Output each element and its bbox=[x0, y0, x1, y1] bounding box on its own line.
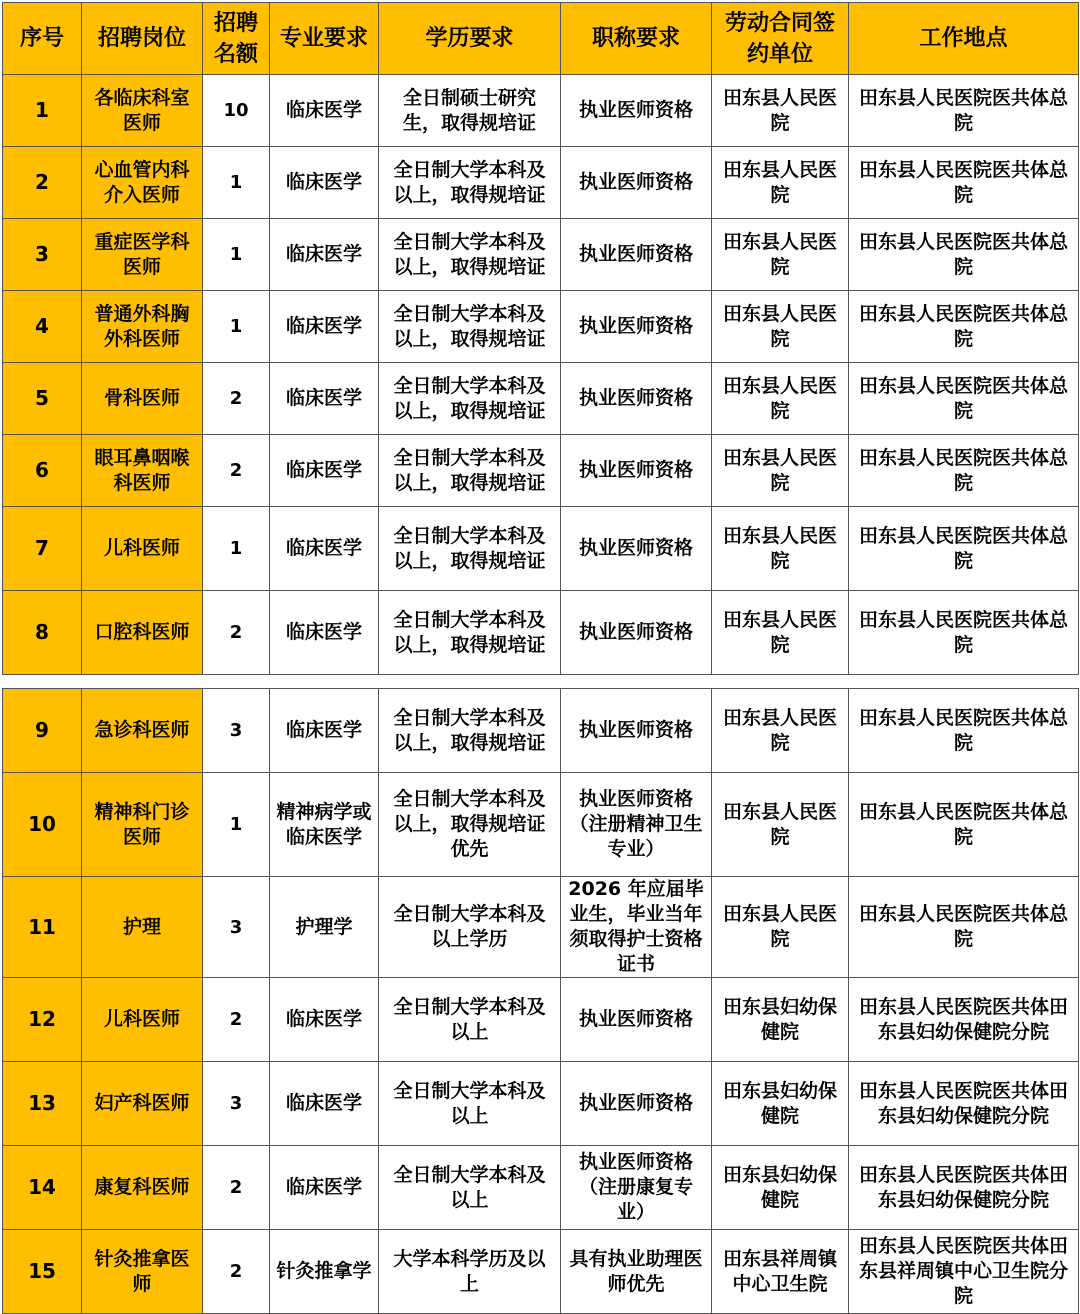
work-place: 田东县人民医院医共体总院 bbox=[849, 689, 1079, 773]
post-name: 普通外科胸外科医师 bbox=[82, 291, 203, 363]
title-requirement: 执业医师资格 bbox=[561, 363, 712, 435]
header-row bbox=[3, 3, 1079, 75]
header-title: 职称要求 bbox=[561, 3, 712, 75]
contract-unit: 田东县人民医院 bbox=[712, 363, 849, 435]
post-count: 1 bbox=[203, 773, 270, 877]
contract-unit: 田东县人民医院 bbox=[712, 877, 849, 978]
recruitment-table-part1 bbox=[2, 2, 1079, 675]
table-row bbox=[3, 1146, 1079, 1230]
work-place: 田东县人民医院医共体总院 bbox=[849, 591, 1079, 675]
post-name: 针灸推拿医师 bbox=[82, 1230, 203, 1314]
title-requirement: 执业医师资格 bbox=[561, 75, 712, 147]
education-requirement: 全日制大学本科及以上，取得规培证 bbox=[379, 507, 561, 591]
post-count: 2 bbox=[203, 1230, 270, 1314]
post-count: 10 bbox=[203, 75, 270, 147]
table-row bbox=[3, 978, 1079, 1062]
post-name: 重症医学科医师 bbox=[82, 219, 203, 291]
education-requirement: 大学本科学历及以上 bbox=[379, 1230, 561, 1314]
page-break-gap bbox=[0, 676, 1080, 688]
major-requirement: 临床医学 bbox=[270, 1062, 379, 1146]
post-count: 3 bbox=[203, 1062, 270, 1146]
work-place: 田东县人民医院医共体田东县妇幼保健院分院 bbox=[849, 1062, 1079, 1146]
post-count: 2 bbox=[203, 435, 270, 507]
work-place: 田东县人民医院医共体田东县妇幼保健院分院 bbox=[849, 1146, 1079, 1230]
work-place: 田东县人民医院医共体总院 bbox=[849, 507, 1079, 591]
post-count: 2 bbox=[203, 591, 270, 675]
table-row bbox=[3, 689, 1079, 773]
education-requirement: 全日制大学本科及以上，取得规培证 bbox=[379, 291, 561, 363]
education-requirement: 全日制大学本科及以上，取得规培证 bbox=[379, 591, 561, 675]
major-requirement: 临床医学 bbox=[270, 591, 379, 675]
major-requirement: 临床医学 bbox=[270, 75, 379, 147]
post-name: 康复科医师 bbox=[82, 1146, 203, 1230]
education-requirement: 全日制大学本科及以上，取得规培证 bbox=[379, 219, 561, 291]
title-requirement: 具有执业助理医师优先 bbox=[561, 1230, 712, 1314]
row-no: 13 bbox=[3, 1062, 82, 1146]
header-place: 工作地点 bbox=[849, 3, 1079, 75]
post-count: 2 bbox=[203, 363, 270, 435]
major-requirement: 临床医学 bbox=[270, 363, 379, 435]
work-place: 田东县人民医院医共体总院 bbox=[849, 75, 1079, 147]
post-name: 急诊科医师 bbox=[82, 689, 203, 773]
contract-unit: 田东县人民医院 bbox=[712, 147, 849, 219]
contract-unit: 田东县人民医院 bbox=[712, 219, 849, 291]
contract-unit: 田东县人民医院 bbox=[712, 435, 849, 507]
contract-unit: 田东县人民医院 bbox=[712, 591, 849, 675]
work-place: 田东县人民医院医共体总院 bbox=[849, 219, 1079, 291]
work-place: 田东县人民医院医共体总院 bbox=[849, 877, 1079, 978]
header-count: 招聘名额 bbox=[203, 3, 270, 75]
title-requirement: 执业医师资格 bbox=[561, 591, 712, 675]
title-requirement: 执业医师资格 bbox=[561, 507, 712, 591]
row-no: 4 bbox=[3, 291, 82, 363]
row-no: 2 bbox=[3, 147, 82, 219]
row-no: 10 bbox=[3, 773, 82, 877]
work-place: 田东县人民医院医共体总院 bbox=[849, 363, 1079, 435]
work-place: 田东县人民医院医共体田东县祥周镇中心卫生院分院 bbox=[849, 1230, 1079, 1314]
row-no: 3 bbox=[3, 219, 82, 291]
post-count: 1 bbox=[203, 291, 270, 363]
title-requirement: 执业医师资格 bbox=[561, 978, 712, 1062]
work-place: 田东县人民医院医共体总院 bbox=[849, 773, 1079, 877]
row-no: 6 bbox=[3, 435, 82, 507]
post-name: 心血管内科介入医师 bbox=[82, 147, 203, 219]
row-no: 12 bbox=[3, 978, 82, 1062]
education-requirement: 全日制大学本科及以上，取得规培证 bbox=[379, 363, 561, 435]
post-count: 3 bbox=[203, 877, 270, 978]
contract-unit: 田东县妇幼保健院 bbox=[712, 978, 849, 1062]
row-no: 9 bbox=[3, 689, 82, 773]
post-name: 精神科门诊医师 bbox=[82, 773, 203, 877]
title-requirement: 执业医师资格 bbox=[561, 147, 712, 219]
education-requirement: 全日制大学本科及以上 bbox=[379, 978, 561, 1062]
header-no: 序号 bbox=[3, 3, 82, 75]
education-requirement: 全日制大学本科及以上 bbox=[379, 1062, 561, 1146]
major-requirement: 临床医学 bbox=[270, 435, 379, 507]
education-requirement: 全日制大学本科及以上，取得规培证优先 bbox=[379, 773, 561, 877]
row-no: 5 bbox=[3, 363, 82, 435]
education-requirement: 全日制大学本科及以上 bbox=[379, 1146, 561, 1230]
title-requirement: 执业医师资格（注册精神卫生专业） bbox=[561, 773, 712, 877]
post-name: 各临床科室医师 bbox=[82, 75, 203, 147]
title-requirement: 执业医师资格 bbox=[561, 689, 712, 773]
post-name: 妇产科医师 bbox=[82, 1062, 203, 1146]
table-row bbox=[3, 75, 1079, 147]
major-requirement: 临床医学 bbox=[270, 291, 379, 363]
post-name: 儿科医师 bbox=[82, 978, 203, 1062]
table-row bbox=[3, 773, 1079, 877]
contract-unit: 田东县人民医院 bbox=[712, 689, 849, 773]
contract-unit: 田东县妇幼保健院 bbox=[712, 1146, 849, 1230]
post-name: 骨科医师 bbox=[82, 363, 203, 435]
table-row bbox=[3, 219, 1079, 291]
header-unit: 劳动合同签约单位 bbox=[712, 3, 849, 75]
work-place: 田东县人民医院医共体总院 bbox=[849, 291, 1079, 363]
major-requirement: 临床医学 bbox=[270, 689, 379, 773]
work-place: 田东县人民医院医共体田东县妇幼保健院分院 bbox=[849, 978, 1079, 1062]
post-count: 1 bbox=[203, 147, 270, 219]
major-requirement: 临床医学 bbox=[270, 978, 379, 1062]
post-count: 2 bbox=[203, 1146, 270, 1230]
major-requirement: 临床医学 bbox=[270, 219, 379, 291]
recruitment-table-part2 bbox=[2, 688, 1079, 1314]
table-row bbox=[3, 435, 1079, 507]
title-requirement: 执业医师资格 bbox=[561, 219, 712, 291]
table-row bbox=[3, 591, 1079, 675]
contract-unit: 田东县人民医院 bbox=[712, 773, 849, 877]
table-row bbox=[3, 291, 1079, 363]
post-name: 护理 bbox=[82, 877, 203, 978]
education-requirement: 全日制大学本科及以上学历 bbox=[379, 877, 561, 978]
contract-unit: 田东县妇幼保健院 bbox=[712, 1062, 849, 1146]
header-major: 专业要求 bbox=[270, 3, 379, 75]
post-name: 口腔科医师 bbox=[82, 591, 203, 675]
row-no: 11 bbox=[3, 877, 82, 978]
post-count: 1 bbox=[203, 507, 270, 591]
post-count: 3 bbox=[203, 689, 270, 773]
title-requirement: 执业医师资格 bbox=[561, 1062, 712, 1146]
row-no: 1 bbox=[3, 75, 82, 147]
header-post: 招聘岗位 bbox=[82, 3, 203, 75]
table-row bbox=[3, 1230, 1079, 1314]
major-requirement: 临床医学 bbox=[270, 507, 379, 591]
table-row bbox=[3, 507, 1079, 591]
education-requirement: 全日制大学本科及以上，取得规培证 bbox=[379, 689, 561, 773]
table-row bbox=[3, 1062, 1079, 1146]
row-no: 15 bbox=[3, 1230, 82, 1314]
major-requirement: 临床医学 bbox=[270, 147, 379, 219]
post-count: 1 bbox=[203, 219, 270, 291]
major-requirement: 临床医学 bbox=[270, 1146, 379, 1230]
title-requirement: 执业医师资格 bbox=[561, 435, 712, 507]
contract-unit: 田东县人民医院 bbox=[712, 75, 849, 147]
work-place: 田东县人民医院医共体总院 bbox=[849, 435, 1079, 507]
major-requirement: 针灸推拿学 bbox=[270, 1230, 379, 1314]
row-no: 14 bbox=[3, 1146, 82, 1230]
education-requirement: 全日制大学本科及以上，取得规培证 bbox=[379, 435, 561, 507]
education-requirement: 全日制硕士研究生，取得规培证 bbox=[379, 75, 561, 147]
post-name: 儿科医师 bbox=[82, 507, 203, 591]
contract-unit: 田东县祥周镇中心卫生院 bbox=[712, 1230, 849, 1314]
title-requirement: 执业医师资格（注册康复专业） bbox=[561, 1146, 712, 1230]
contract-unit: 田东县人民医院 bbox=[712, 507, 849, 591]
post-count: 2 bbox=[203, 978, 270, 1062]
table-row bbox=[3, 877, 1079, 978]
title-requirement: 2026 年应届毕业生，毕业当年须取得护士资格证书 bbox=[561, 877, 712, 978]
work-place: 田东县人民医院医共体总院 bbox=[849, 147, 1079, 219]
row-no: 7 bbox=[3, 507, 82, 591]
row-no: 8 bbox=[3, 591, 82, 675]
contract-unit: 田东县人民医院 bbox=[712, 291, 849, 363]
post-name: 眼耳鼻咽喉科医师 bbox=[82, 435, 203, 507]
table-row bbox=[3, 363, 1079, 435]
table-row bbox=[3, 147, 1079, 219]
education-requirement: 全日制大学本科及以上，取得规培证 bbox=[379, 147, 561, 219]
title-requirement: 执业医师资格 bbox=[561, 291, 712, 363]
header-edu: 学历要求 bbox=[379, 3, 561, 75]
major-requirement: 护理学 bbox=[270, 877, 379, 978]
major-requirement: 精神病学或临床医学 bbox=[270, 773, 379, 877]
